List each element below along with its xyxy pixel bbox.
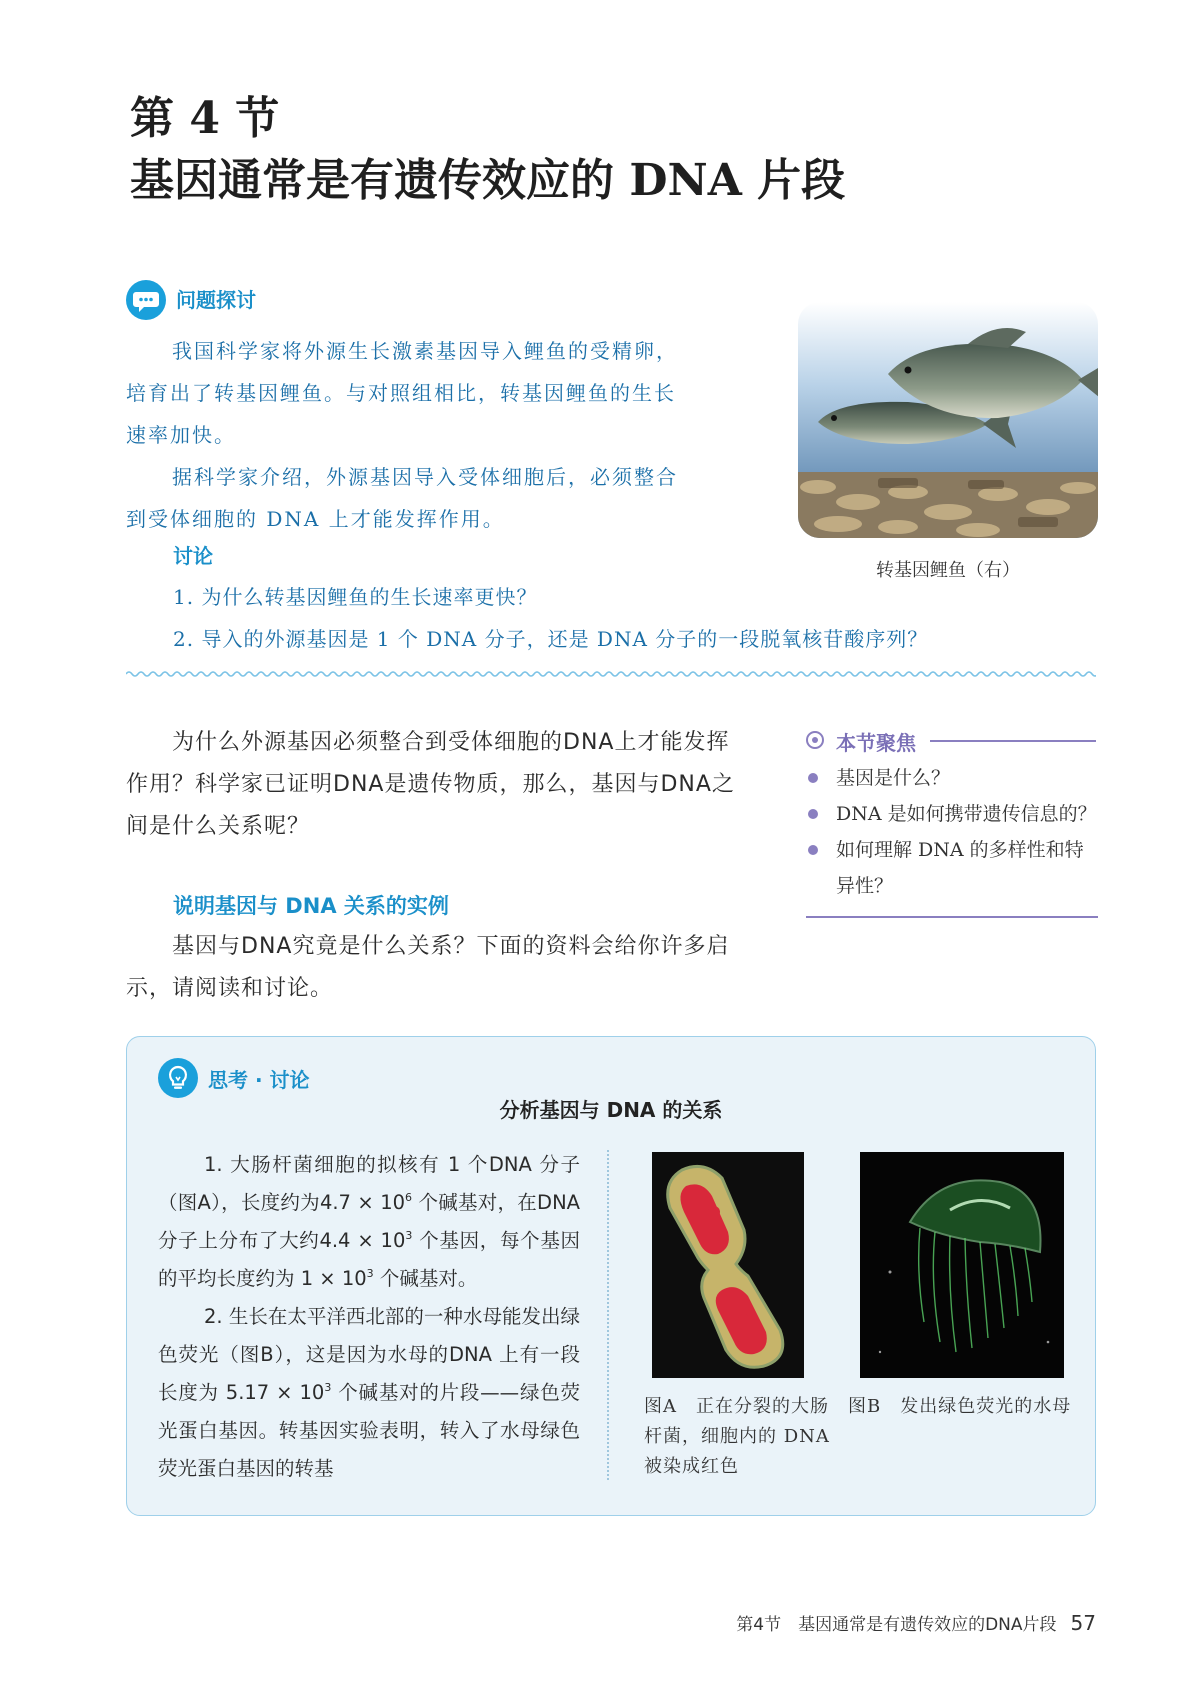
fish-image-caption: 转基因鲤鱼（右） xyxy=(876,560,1020,581)
focus-item: 如何理解 DNA 的多样性和特异性？ xyxy=(806,832,1098,904)
question-paragraph-1: 我国科学家将外源生长激素基因导入鲤鱼的受精卵，培育出了转基因鲤鱼。与对照组相比，转基因鲤鱼的生长速率加快。 xyxy=(126,339,678,447)
think-subtitle: 分析基因与 DNA 的关系 xyxy=(499,1098,723,1122)
section-number: 第 4 节 xyxy=(130,93,280,144)
discussion-label: 讨论 xyxy=(173,544,213,568)
figure-a-caption: 图A 正在分裂的大肠杆菌，细胞内的 DNA 被染成红色 xyxy=(644,1396,830,1477)
footer-section-title: 第4节 基因通常是有遗传效应的DNA片段 xyxy=(736,1615,1057,1635)
discussion-item: 1. 为什么转基因鲤鱼的生长速率更快？ xyxy=(173,585,538,609)
bullet-icon xyxy=(808,809,818,819)
think-body xyxy=(158,1146,580,1488)
figure-b-caption: 图B 发出绿色荧光的水母 xyxy=(848,1396,1072,1417)
focus-item: DNA 是如何携带遗传信息的？ xyxy=(806,796,1098,832)
page-footer xyxy=(700,1610,1096,1635)
transgenic-carp-image xyxy=(798,302,1098,538)
ecoli-image xyxy=(652,1152,804,1378)
section-body xyxy=(126,926,746,1010)
focus-divider-bottom xyxy=(806,916,1098,918)
section-heading: 说明基因与 DNA 关系的实例 xyxy=(173,894,449,918)
wavy-divider xyxy=(126,668,1096,680)
question-heading: 问题探讨 xyxy=(176,288,256,312)
focus-list xyxy=(806,760,1098,904)
page-number: 57 xyxy=(1070,1611,1096,1635)
intro-text: 为什么外源基因必须整合到受体细胞的DNA上才能发挥作用？科学家已证明DNA是遗传物质，那么，基因与DNA之间是什么关系呢？ xyxy=(126,730,735,839)
column-divider xyxy=(607,1150,609,1480)
question-paragraph-2: 据科学家介绍，外源基因导入受体细胞后，必须整合到受体细胞的 DNA 上才能发挥作用。 xyxy=(126,465,678,531)
discussion-list xyxy=(173,576,928,660)
section-title: 基因通常是有遗传效应的 DNA 片段 xyxy=(130,155,846,206)
focus-divider-top xyxy=(930,740,1096,742)
discussion-item: 2. 导入的外源基因是 1 个 DNA 分子，还是 DNA 分子的一段脱氧核苷酸序列？ xyxy=(173,627,929,651)
question-body xyxy=(126,330,696,540)
focus-item: 基因是什么？ xyxy=(806,760,1098,796)
section-text: 基因与DNA究竟是什么关系？下面的资料会给你许多启示，请阅读和讨论。 xyxy=(126,934,730,1001)
bullet-icon xyxy=(808,773,818,783)
target-icon xyxy=(806,731,824,749)
think-heading: 思考 · 讨论 xyxy=(208,1068,310,1092)
think-paragraph-2: 2. 生长在太平洋西北部的一种水母能发出绿色荧光（图B），这是因为水母的DNA 上有一段长度为 $5.17 \times 10^3$ 个碱基对的片段——绿色荧光蛋白基因。转基因实验表明，转入了水母绿色荧光蛋白基因的转基 xyxy=(158,1305,581,1480)
focus-title: 本节聚焦 xyxy=(836,731,916,755)
bullet-icon xyxy=(808,845,818,855)
page-title xyxy=(130,88,845,212)
lightbulb-icon xyxy=(158,1058,198,1098)
jellyfish-image xyxy=(860,1152,1064,1378)
think-paragraph-1: 1. 大肠杆菌细胞的拟核有 1 个DNA 分子（图A），长度约为$4.7 \times 10^6$ 个碱基对，在DNA分子上分布了大约$4.4 \times 10^3$ 个基因，每个基因的平均长度约为 $1 \times 10^3$ 个碱基对。 xyxy=(158,1153,581,1290)
chat-bubble-icon xyxy=(126,280,166,320)
intro-paragraph xyxy=(126,722,746,848)
